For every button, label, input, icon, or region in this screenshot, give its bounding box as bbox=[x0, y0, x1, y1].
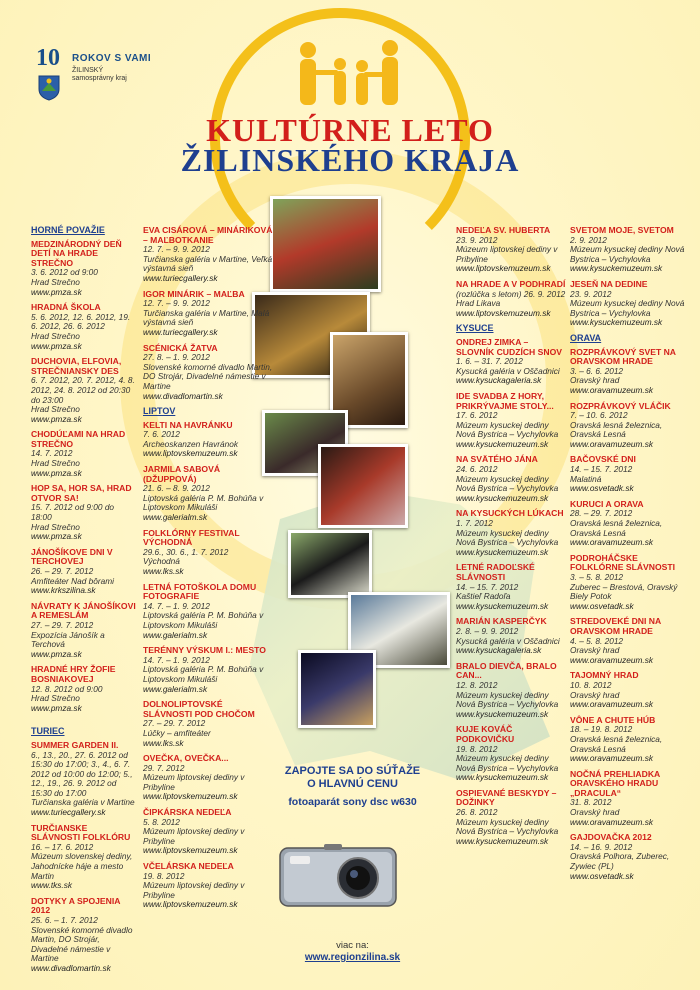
event-url[interactable]: www.galerialm.sk bbox=[143, 512, 208, 523]
contest-line2: O HLAVNÚ CENU bbox=[307, 778, 398, 790]
event-date: 17. 6. 2012 bbox=[456, 410, 498, 421]
event-title: NOČNÁ PREHLIADKA ORAVSKÉHO HRADU „DRACULA“ bbox=[570, 768, 660, 798]
event-title: SVETOM MOJE, SVETOM bbox=[570, 225, 674, 235]
event-date: 3. – 5. 8. 2012 bbox=[570, 572, 624, 582]
event-place: Východná bbox=[143, 556, 180, 567]
event-item bbox=[143, 421, 273, 459]
event-url[interactable]: www.lks.sk bbox=[143, 566, 184, 576]
event-date: 14. – 16. 9. 2012 bbox=[570, 841, 633, 852]
column-2 bbox=[143, 226, 273, 916]
event-url[interactable]: www.liptovskemuzeum.sk bbox=[143, 791, 238, 802]
event-item bbox=[570, 617, 690, 665]
event-url[interactable]: www.liptovskemuzeum.sk bbox=[456, 307, 551, 318]
contest-prize: fotoaparát sony dsc w630 bbox=[288, 796, 417, 808]
event-date: 14. – 15. 7. 2012 bbox=[570, 464, 633, 475]
event-date: 4. – 5. 8. 2012 bbox=[570, 635, 624, 646]
photo-singers bbox=[288, 530, 372, 598]
event-date: 5. 8. 2012 bbox=[143, 816, 180, 827]
event-place: Oravská lesná železnica, Oravská Lesná bbox=[570, 419, 663, 440]
event-date: 6., 13., 20., 27. 6. 2012 od 15:30 do 17:00; 3., 4., 6. 7. 2012 od 10:00 do 12:00; 5., 12., 19., 26. 9. 2012 od 15:30 do 17:00 bbox=[31, 749, 133, 798]
event-place: Lúčky – amfiteáter bbox=[143, 727, 211, 738]
website-link[interactable]: www.regionzilina.sk bbox=[304, 952, 401, 963]
event-title: DOTYKY A SPOJENIA 2012 bbox=[31, 895, 121, 916]
event-url[interactable]: www.liptovskemuzeum.sk bbox=[143, 845, 238, 856]
event-title: STREDOVEKÉ DNI NA ORAVSKOM HRADE bbox=[570, 616, 661, 636]
event-url[interactable]: www.osvetadk.sk bbox=[570, 870, 634, 881]
event-title: BAČOVSKÉ DNI bbox=[570, 454, 636, 465]
event-place: Slovenské komorné divadlo Martin, DO Strojár, Divadelné námestie v Martine bbox=[143, 361, 273, 391]
event-item bbox=[456, 725, 566, 783]
event-place: Múzeum kysuckej dediny Nová Bystrica – Vychylovka bbox=[570, 298, 685, 318]
event-date: 2. 9. 2012 bbox=[570, 234, 607, 245]
section-kysuce: KYSUCE bbox=[456, 323, 494, 334]
event-place: Oravský hrad bbox=[570, 645, 620, 656]
event-url[interactable]: www.galerialm.sk bbox=[143, 683, 208, 694]
event-url[interactable]: www.oravamuzeum.sk bbox=[570, 537, 653, 548]
event-place: Múzeum kysuckej dediny Nová Bystrica – Vychylovka bbox=[570, 244, 685, 264]
event-item bbox=[570, 455, 690, 493]
section-orava: ORAVA bbox=[570, 332, 602, 343]
event-date: 5. 6. 2012, 12. 6. 2012, 19. 6. 2012, 26. 6. 2012 bbox=[31, 311, 131, 332]
event-date: 27. 8. – 1. 9. 2012 bbox=[143, 352, 210, 363]
event-url[interactable]: www.pmza.sk bbox=[31, 531, 82, 542]
event-url[interactable]: www.oravamuzeum.sk bbox=[570, 753, 653, 764]
event-date: 29.6., 30. 6., 1. 7. 2012 bbox=[143, 546, 229, 557]
event-item bbox=[570, 716, 690, 764]
event-date: 27. – 29. 7. 2012 bbox=[31, 619, 94, 630]
event-date: 12. 8. 2012 bbox=[456, 679, 498, 690]
more-info-label: viac na: bbox=[336, 940, 369, 951]
event-item bbox=[143, 700, 273, 748]
event-place: Múzeum kysuckej dediny Nová Bystrica – Vychylovka bbox=[456, 419, 559, 440]
event-url[interactable]: www.pmza.sk bbox=[31, 467, 82, 478]
event-title: TURČIANSKE SLÁVNOSTI FOLKLÓRU bbox=[31, 822, 131, 843]
event-item bbox=[31, 665, 136, 713]
event-place: Turčianska galéria v Martine, Veľká výstavná sieň bbox=[143, 253, 273, 274]
event-item bbox=[570, 554, 690, 612]
event-title: SCÉNICKÁ ŽATVA bbox=[143, 342, 218, 353]
event-date: 3. 6. 2012 od 9:00 bbox=[31, 267, 98, 278]
photo-folk-dancers bbox=[270, 196, 381, 292]
event-url[interactable]: www.kysuckagaleria.sk bbox=[456, 645, 542, 656]
event-item bbox=[456, 789, 566, 847]
event-date: 27. – 29. 7. 2012 bbox=[143, 718, 206, 729]
event-title: HRADNÁ ŠKOLA bbox=[31, 302, 101, 313]
event-date: 28. – 29. 7. 2012 bbox=[570, 508, 633, 519]
logo-region-sub: samosprávny kraj bbox=[72, 75, 127, 82]
event-item bbox=[456, 280, 566, 318]
family-icon bbox=[290, 40, 410, 108]
event-title: DUCHOVIA, ELFOVIA, STREČNIANSKY DES bbox=[31, 356, 122, 376]
event-title: LETNÉ RADOĽSKÉ SLÁVNOSTI bbox=[456, 562, 535, 582]
event-url[interactable]: www.kysuckemuzeum.sk bbox=[456, 546, 549, 557]
event-date: 7. 6. 2012 bbox=[143, 429, 180, 440]
event-url[interactable]: www.liptovskemuzeum.sk bbox=[456, 263, 551, 274]
event-item bbox=[143, 529, 273, 577]
event-place: Archeoskanzen Havránok bbox=[143, 438, 239, 449]
event-item bbox=[143, 862, 273, 910]
event-url[interactable]: www.kysuckemuzeum.sk bbox=[456, 772, 549, 783]
event-item bbox=[570, 402, 690, 450]
event-title: BRALO DIEVČA, BRALO CAN... bbox=[456, 660, 557, 681]
section-liptov: LIPTOV bbox=[143, 406, 176, 417]
event-url[interactable]: www.oravamuzeum.sk bbox=[570, 438, 653, 449]
event-place: Oravská lesná železnica, Oravská Lesná bbox=[570, 518, 663, 538]
contest-line1: ZAPOJTE SA DO SÚŤAŽE bbox=[284, 765, 421, 777]
event-place: Múzeum kysuckej dediny Nová Bystrica – Vychylovka bbox=[456, 753, 559, 773]
event-item bbox=[31, 824, 136, 891]
event-date: 12. 7. – 9. 9. 2012 bbox=[143, 244, 210, 255]
event-url[interactable]: www.tks.sk bbox=[31, 880, 73, 891]
event-place: Hrad Strečno bbox=[31, 404, 80, 415]
event-date: 12. 7. – 9. 9. 2012 bbox=[143, 298, 210, 309]
event-date: (rozlúčka s letom) 26. 9. 2012 bbox=[456, 288, 566, 299]
photo-night-castle bbox=[298, 650, 376, 728]
event-url[interactable]: www.krkszilina.sk bbox=[31, 585, 96, 596]
event-date: 26. 8. 2012 bbox=[456, 807, 498, 818]
event-place: Hrad Likava bbox=[456, 298, 501, 309]
event-item bbox=[143, 646, 273, 694]
event-title: TAJOMNÝ HRAD bbox=[570, 670, 639, 681]
event-item bbox=[570, 671, 690, 709]
logo-tagline: ROKOV S VAMI bbox=[72, 53, 152, 64]
event-date: 10. 8. 2012 bbox=[570, 679, 612, 690]
event-place: Hrad Strečno bbox=[31, 693, 80, 704]
event-item bbox=[456, 338, 566, 386]
event-title: KUJE KOVÁČ PODKOVIČKU bbox=[456, 724, 515, 744]
event-item bbox=[456, 509, 566, 557]
event-place: Múzeum kysuckej dediny Nová Bystrica – Vychylovka bbox=[456, 816, 559, 837]
event-place: Oravský hrad bbox=[570, 689, 620, 700]
title-line1: KULTÚRNE LETO bbox=[206, 112, 494, 148]
event-place: Liptovská galéria P. M. Bohúňa v Liptovskom Mikuláši bbox=[143, 664, 264, 684]
event-date: 25. 6. – 1. 7. 2012 bbox=[31, 915, 98, 925]
event-item bbox=[31, 548, 136, 596]
event-title: NÁVRATY K JÁNOŠÍKOVI A REMESLÁM bbox=[31, 600, 136, 621]
event-place: Hrad Strečno bbox=[31, 276, 80, 287]
event-date: 31. 8. 2012 bbox=[570, 797, 612, 808]
event-title: VČELÁRSKA NEDEĽA bbox=[143, 861, 234, 872]
event-place: Turčianska galéria v Martine bbox=[31, 797, 135, 808]
event-title: TERÉNNY VÝSKUM I.: MESTO bbox=[143, 645, 266, 656]
photo-craft bbox=[318, 444, 408, 528]
event-date: 14. 7. – 1. 9. 2012 bbox=[143, 654, 210, 665]
event-title: IDE SVADBA Z HORY, PRIKRÝVAJME STOLY... bbox=[456, 390, 554, 411]
event-date: 26. – 29. 7. 2012 bbox=[31, 566, 94, 576]
event-date: 21. 6. – 8. 9. 2012 bbox=[143, 483, 210, 494]
event-title: VÔNE A CHUTE HÚB bbox=[570, 714, 656, 725]
event-date: 23. 9. 2012 bbox=[456, 234, 498, 245]
event-url[interactable]: www.turiecgallery.sk bbox=[143, 326, 218, 337]
event-title: ROZPRÁVKOVÝ VLÁČIK bbox=[570, 400, 671, 411]
event-date: 14. 7. – 1. 9. 2012 bbox=[143, 600, 210, 611]
event-title: JARMILA SABOVÁ (DŽUPPOVÁ) bbox=[143, 464, 221, 484]
event-date: 16. – 17. 6. 2012 bbox=[31, 841, 94, 852]
event-title: JESEŇ NA DEDINE bbox=[570, 278, 648, 289]
event-item bbox=[456, 226, 566, 274]
contest-block bbox=[240, 765, 465, 808]
event-item bbox=[456, 662, 566, 720]
event-item bbox=[31, 240, 136, 298]
event-url[interactable]: www.pmza.sk bbox=[31, 340, 82, 351]
event-place: Oravský hrad bbox=[570, 807, 620, 818]
event-date: 14. 7. 2012 bbox=[31, 448, 73, 459]
event-title: KELTI NA HAVRÁNKU bbox=[143, 419, 233, 430]
column-3 bbox=[456, 226, 566, 852]
event-place: Oravská lesná železnica, Oravská Lesná bbox=[570, 733, 663, 754]
event-place: Zuberec – Brestová, Oravský Biely Potok bbox=[570, 581, 678, 602]
event-item bbox=[456, 392, 566, 450]
event-title: LETNÁ FOTOŠKOLA DOMU FOTOGRAFIE bbox=[143, 581, 257, 602]
event-place: Turčianska galéria v Martine, Malá výstavná sieň bbox=[143, 307, 270, 328]
event-url[interactable]: www.osvetadk.sk bbox=[570, 600, 634, 611]
event-item bbox=[570, 833, 690, 881]
event-place: Múzeum slovenskej dediny, Jahodnícke háje a mesto Martin bbox=[31, 851, 133, 881]
event-url[interactable]: www.oravamuzeum.sk bbox=[570, 816, 653, 827]
event-item bbox=[31, 484, 136, 542]
event-date: 15. 7. 2012 od 9:00 do 18:00 bbox=[31, 502, 115, 523]
event-item bbox=[143, 344, 273, 402]
event-title: NA KYSUCKÝCH LÚKACH bbox=[456, 508, 564, 519]
event-url[interactable]: www.pmza.sk bbox=[31, 413, 82, 424]
event-place: Kaštieľ Radoľa bbox=[456, 591, 511, 602]
event-item bbox=[31, 430, 136, 478]
event-date: 7. – 10. 6. 2012 bbox=[570, 410, 628, 421]
event-place: Kysucká galéria v Oščadnici bbox=[456, 635, 560, 646]
event-item bbox=[31, 357, 136, 424]
event-item bbox=[456, 617, 566, 655]
event-title: PODROHÁČSKE FOLKLÓRNE SLÁVNOSTI bbox=[570, 552, 676, 573]
event-title: OSPIEVANÉ BESKYDY – DOŽINKY bbox=[456, 787, 557, 808]
event-place: Liptovská galéria P. M. Bohúňa v Liptovskom Mikuláši bbox=[143, 492, 264, 513]
event-date: 2. 8. – 9. 9. 2012 bbox=[456, 625, 519, 636]
event-title: IGOR MINÁRIK – MAĽBA bbox=[143, 288, 245, 299]
event-item bbox=[31, 741, 136, 818]
event-url[interactable]: www.pmza.sk bbox=[31, 702, 82, 713]
event-url[interactable]: www.liptovskemuzeum.sk bbox=[143, 899, 238, 910]
event-url[interactable]: www.oravamuzeum.sk bbox=[570, 699, 653, 710]
event-item bbox=[570, 226, 690, 274]
event-url[interactable]: www.osvetadk.sk bbox=[570, 483, 634, 494]
event-date: 6. 7. 2012, 20. 7. 2012, 4. 8. 2012, 24. 8. 2012 od 20:30 do 23:00 bbox=[31, 375, 135, 405]
event-place: Oravská Polhora, Zuberec, Zywiec (PL) bbox=[570, 851, 670, 872]
event-title: NA HRADE A V PODHRADÍ bbox=[456, 278, 566, 289]
coat-of-arms-icon bbox=[38, 75, 60, 101]
event-item bbox=[31, 602, 136, 660]
event-url[interactable]: www.kysuckagaleria.sk bbox=[456, 375, 542, 386]
event-item bbox=[570, 348, 690, 396]
event-place: Amfiteáter Nad bôrami bbox=[31, 575, 115, 586]
event-item bbox=[143, 226, 273, 284]
camera-icon bbox=[276, 842, 400, 912]
event-url[interactable]: www.pmza.sk bbox=[31, 286, 82, 297]
event-title: ROZPRÁVKOVÝ SVET NA ORAVSKOM HRADE bbox=[570, 346, 676, 367]
column-1 bbox=[31, 226, 136, 980]
photo-collage bbox=[258, 192, 458, 752]
event-item bbox=[456, 455, 566, 503]
event-place: Hrad Strečno bbox=[31, 458, 80, 469]
event-date: 18. – 19. 8. 2012 bbox=[570, 724, 633, 735]
event-title: ONDREJ ZIMKA – SLOVNÍK CUDZÍCH SNOV bbox=[456, 336, 562, 357]
logo-region bbox=[72, 67, 127, 83]
event-url[interactable]: www.kysuckemuzeum.sk bbox=[570, 317, 663, 328]
event-title: KURUCI A ORAVA bbox=[570, 498, 644, 509]
event-item bbox=[143, 808, 273, 856]
event-url[interactable]: www.turiecgallery.sk bbox=[31, 807, 106, 818]
event-date: 1. 6. – 31. 7. 2012 bbox=[456, 356, 523, 367]
event-title: MARIÁN KASPERČYK bbox=[456, 616, 547, 627]
event-url[interactable]: www.liptovskemuzeum.sk bbox=[143, 448, 238, 459]
event-url[interactable]: www.lks.sk bbox=[143, 737, 184, 748]
event-item bbox=[570, 500, 690, 548]
event-place: Kysucká galéria v Oščadnici bbox=[456, 365, 560, 376]
event-place: Múzeum kysuckej dediny Nová Bystrica – Vychylovka bbox=[456, 689, 559, 710]
event-date: 3. – 6. 6. 2012 bbox=[570, 365, 624, 376]
event-place: Expozícia Jánošík a Terchová bbox=[31, 629, 105, 650]
event-date: 19. 8. 2012 bbox=[143, 870, 185, 881]
event-url[interactable]: www.kysuckemuzeum.sk bbox=[456, 492, 549, 503]
event-title: HOP SA, HOR SA, HRAD OTVOR SA! bbox=[31, 483, 132, 503]
event-item bbox=[143, 583, 273, 641]
section-horne-povazie: HORNÉ POVAŽIE bbox=[31, 225, 105, 235]
event-url[interactable]: www.oravamuzeum.sk bbox=[570, 654, 653, 665]
event-place: Múzeum liptovskej dediny v Pribyline bbox=[143, 880, 245, 900]
event-title: MEDZINÁRODNÝ DEŇ DETÍ NA HRADE STREČNO bbox=[31, 238, 122, 268]
event-date: 1. 7. 2012 bbox=[456, 518, 493, 529]
event-item bbox=[31, 897, 136, 974]
event-place: Malatiná bbox=[570, 473, 602, 484]
event-item bbox=[570, 770, 690, 828]
event-url[interactable]: www.kysuckemuzeum.sk bbox=[456, 835, 549, 846]
event-date: 23. 9. 2012 bbox=[570, 288, 612, 299]
event-place: Liptovská galéria P. M. Bohúňa v Liptovskom Mikuláši bbox=[143, 610, 264, 630]
event-title: ČIPKÁRSKA NEDEĽA bbox=[143, 807, 232, 818]
event-place: Múzeum liptovskej dediny v Pribyline bbox=[143, 826, 245, 846]
event-url[interactable]: www.kysuckemuzeum.sk bbox=[570, 263, 663, 274]
event-title: OVEČKA, OVEČKA... bbox=[143, 753, 229, 764]
event-url[interactable]: www.divadlomartin.sk bbox=[31, 962, 111, 973]
title-line2: ŽILINSKÉHO KRAJA bbox=[180, 142, 520, 178]
event-place: Hrad Strečno bbox=[31, 330, 80, 341]
event-title: HRADNÉ HRY ŽOFIE BOSNIAKOVEJ bbox=[31, 664, 116, 684]
logo-region-name: ŽILINSKÝ bbox=[72, 67, 104, 74]
event-title: NA SVÄTÉHO JÁNA bbox=[456, 454, 538, 465]
event-title: DOLNOLIPTOVSKÉ SLÁVNOSTI POD CHOČOM bbox=[143, 699, 255, 719]
event-place: Slovenské komorné divadlo Martin, DO Strojár, Divadelné námestie v Martine bbox=[31, 924, 133, 964]
event-place: Múzeum kysuckej dediny Nová Bystrica – Vychylovka bbox=[456, 527, 559, 548]
event-item bbox=[31, 303, 136, 351]
event-date: 12. 8. 2012 od 9:00 bbox=[31, 683, 103, 694]
event-url[interactable]: www.pmza.sk bbox=[31, 648, 82, 659]
event-url[interactable]: www.turiecgallery.sk bbox=[143, 272, 218, 283]
event-item bbox=[570, 280, 690, 328]
event-place: Múzeum liptovskej dediny v Pribyline bbox=[456, 244, 558, 264]
event-url[interactable]: www.divadlomartin.sk bbox=[143, 390, 223, 401]
event-date: 19. 8. 2012 bbox=[456, 743, 498, 754]
event-place: Oravský hrad bbox=[570, 375, 620, 386]
event-item bbox=[456, 563, 566, 611]
event-url[interactable]: www.kysuckemuzeum.sk bbox=[456, 708, 549, 719]
event-url[interactable]: www.galerialm.sk bbox=[143, 629, 208, 640]
event-place: Hrad Strečno bbox=[31, 521, 80, 532]
event-title: GAJDOVAČKA 2012 bbox=[570, 832, 652, 843]
event-date: 24. 6. 2012 bbox=[456, 464, 498, 475]
event-title: SUMMER GARDEN II. bbox=[31, 739, 119, 750]
event-item bbox=[143, 290, 273, 338]
event-url[interactable]: www.kysuckemuzeum.sk bbox=[456, 600, 549, 611]
event-title: EVA CISÁROVÁ – MINÁRIKOVÁ – MAĽBOTKANIE bbox=[143, 225, 273, 245]
column-4 bbox=[570, 226, 690, 887]
event-item bbox=[143, 465, 273, 523]
event-url[interactable]: www.oravamuzeum.sk bbox=[570, 384, 653, 395]
event-title: NEDEĽA SV. HUBERTA bbox=[456, 225, 551, 235]
event-date: 14. – 15. 7. 2012 bbox=[456, 581, 519, 592]
event-date: 29. 7. 2012 bbox=[143, 762, 185, 773]
event-title: CHODÚĽAMI NA HRAD STREČNO bbox=[31, 429, 126, 449]
logo-number: 10 bbox=[36, 45, 60, 71]
section-turiec: TURIEC bbox=[31, 726, 65, 737]
event-place: Múzeum kysuckej dediny Nová Bystrica – Vychylovka bbox=[456, 473, 559, 494]
event-title: FOLKLÓRNY FESTIVAL VÝCHODNÁ bbox=[143, 527, 240, 548]
event-place: Múzeum liptovskej dediny v Pribyline bbox=[143, 772, 245, 792]
event-title: JÁNOŠÍKOVE DNI V TERCHOVEJ bbox=[31, 546, 113, 567]
event-url[interactable]: www.kysuckemuzeum.sk bbox=[456, 438, 549, 449]
